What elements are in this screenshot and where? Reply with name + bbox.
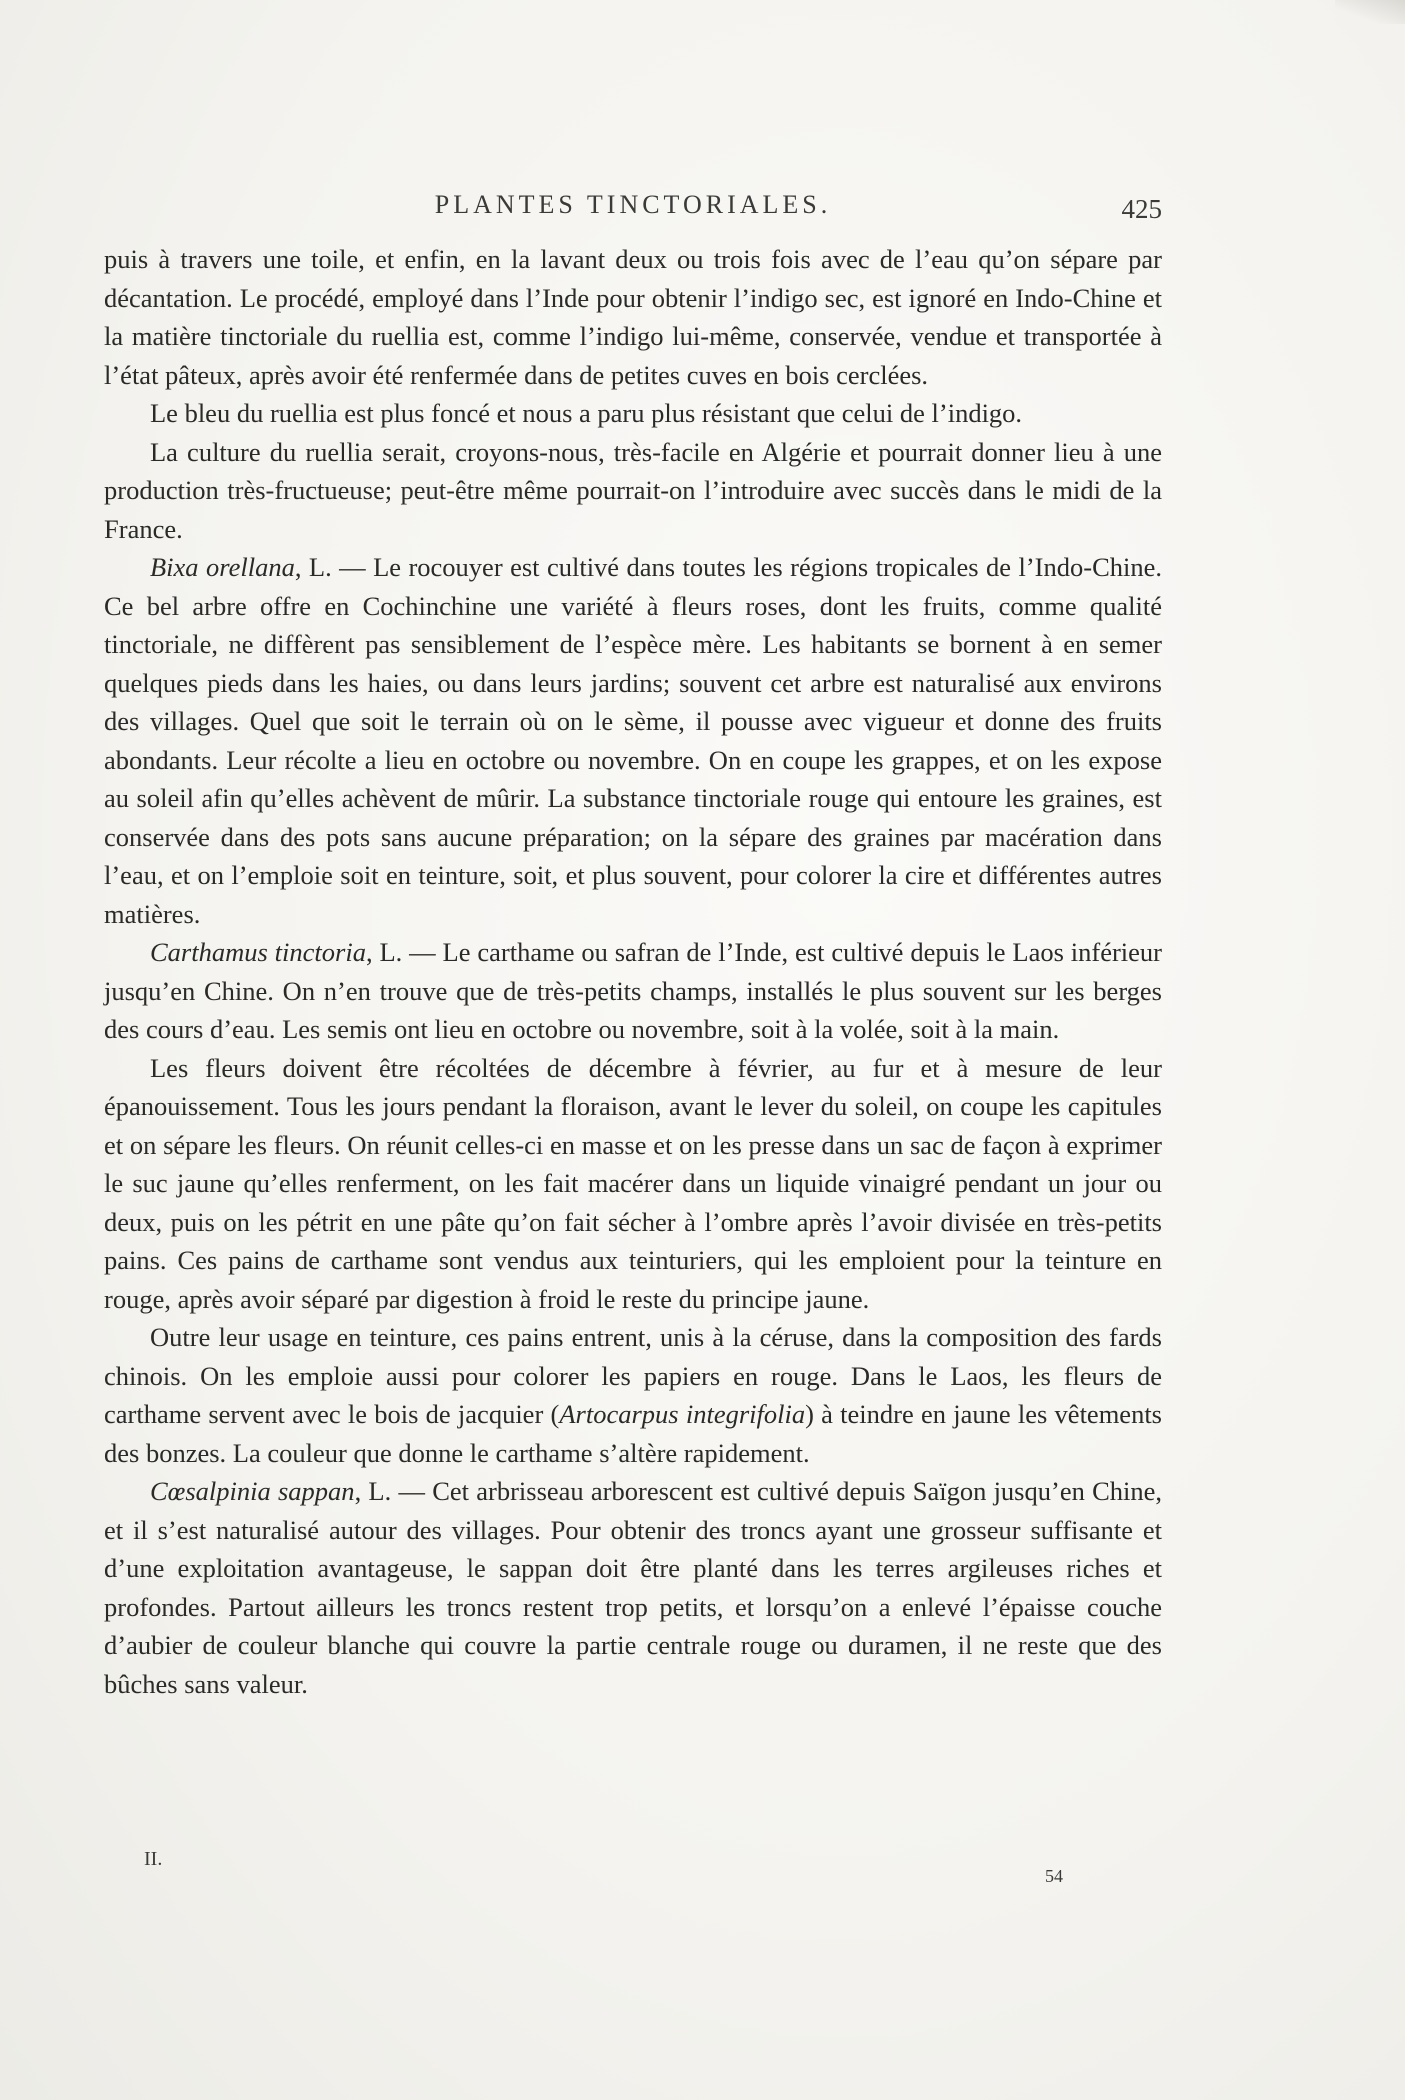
paragraph bbox=[104, 1472, 1162, 1703]
latin-name: Carthamus tinctoria bbox=[150, 937, 366, 967]
paragraph-text: puis à travers une toile, et enfin, en la lavant deux ou trois fois avec de l’eau qu’on sépare par décantation. Le procédé, employé dans l’Inde pour obtenir l’indigo sec, est ignoré en Indo-Chine et la matière tinctoriale du ruellia est, comme l’indigo lui-même, conservée, vendue et transportée à l’état pâteux, après avoir été renfermée dans de petites cuves en bois cerclées. bbox=[104, 244, 1162, 390]
page-corner-shadow bbox=[1335, 0, 1405, 24]
running-header bbox=[104, 190, 1162, 230]
latin-name: Bixa orellana bbox=[150, 552, 295, 582]
paragraph bbox=[104, 240, 1162, 394]
paragraph-text: ) à teindre en jaune les vêtements des bonzes. La couleur que donne le carthame s’altère rapidement. bbox=[104, 1399, 1162, 1468]
volume-mark: II. bbox=[144, 1848, 163, 1870]
paragraph bbox=[104, 433, 1162, 549]
paragraph-text: , L. — Cet arbrisseau arborescent est cultivé depuis Saïgon jusqu’en Chine, et il s’est naturalisé autour des villages. Pour obtenir des troncs ayant une grosseur suffisante et d’une exploitation avantageuse, le sappan doit être planté dans les terres argileuses riches et profondes. Partout ailleurs les troncs restent trop petits, et lorsqu’on a enlevé l’épaisse couche d’aubier de couleur blanche qui couvre la partie centrale rouge ou duramen, il ne reste que des bûches sans valeur. bbox=[104, 1476, 1162, 1699]
paragraph-text: La culture du ruellia serait, croyons-nous, très-facile en Algérie et pourrait donner lieu à une production très-fructueuse; peut-être même pourrait-on l’introduire avec succès dans le midi de la France. bbox=[104, 436, 1162, 544]
paragraph-text: , L. — Le rocouyer est cultivé dans toutes les régions tropicales de l’Indo-Chine. Ce bel arbre offre en Cochinchine une variété à fleurs roses, dont les fruits, comme qualité tinctoriale, ne diffèrent pas sensiblement de l’espèce mère. Les habitants se bornent à en semer quelques pieds dans les haies, ou dans leurs jardins; souvent cet arbre est naturalisé aux environs des villages. Quel que soit le terrain où on le sème, il pousse avec vigueur et donne des fruits abondants. Leur récolte a lieu en octobre ou novembre. On en coupe les grappes, et on les expose au soleil afin qu’elles achèvent de mûrir. La substance tinctoriale rouge qui entoure les graines, est conservée dans des pots sans aucune préparation; on la sépare des graines par macération dans l’eau, et on l’emploie soit en teinture, soit, et plus souvent, pour colorer la cire et différentes autres matières. bbox=[104, 552, 1162, 929]
running-title: PLANTES TINCTORIALES. bbox=[434, 190, 832, 219]
paragraph-text: Les fleurs doivent être récoltées de décembre à février, au fur et à mesure de leur épanouissement. Tous les jours pendant la floraison, avant le lever du soleil, on coupe les capitules et on sépare les fleurs. On réunit celles-ci en masse et on les presse dans un sac de façon à exprimer le suc jaune qu’elles renferment, on les fait macérer dans un liquide vinaigré pendant un jour ou deux, puis on les pétrit en une pâte qu’on fait sécher à l’ombre après l’avoir divisée en très-petits pains. Ces pains de carthame sont vendus aux teinturiers, qui les emploient pour la teinture en rouge, après avoir séparé par digestion à froid le reste du principe jaune. bbox=[104, 1052, 1162, 1314]
paragraph-text: Outre leur usage en teinture, ces pains entrent, unis à la céruse, dans la composition des fards chinois. On les emploie aussi pour colorer les papiers en rouge. Dans le Laos, les fleurs de carthame servent avec le bois de jacquier ( bbox=[104, 1322, 1162, 1429]
latin-name: Artocarpus integrifolia bbox=[559, 1399, 806, 1429]
signature-number: 54 bbox=[1045, 1866, 1063, 1886]
paragraph-text: , L. — Le carthame ou safran de l’Inde, est cultivé depuis le Laos inférieur jusqu’en Chine. On n’en trouve que de très-petits champs, installés le plus souvent sur les berges des cours d’eau. Les semis ont lieu en octobre ou novembre, soit à la volée, soit à la main. bbox=[104, 937, 1163, 1044]
body-text bbox=[104, 240, 1162, 1703]
paragraph bbox=[104, 1318, 1162, 1472]
page-number: 425 bbox=[1121, 194, 1162, 224]
paragraph bbox=[104, 548, 1162, 933]
paragraph bbox=[104, 1049, 1162, 1319]
paragraph-text: Le bleu du ruellia est plus foncé et nous a paru plus résistant que celui de l’indigo. bbox=[150, 398, 1023, 428]
paragraph bbox=[104, 933, 1162, 1049]
paragraph bbox=[104, 394, 1162, 433]
latin-name: Cœsalpinia sappan bbox=[150, 1476, 355, 1506]
